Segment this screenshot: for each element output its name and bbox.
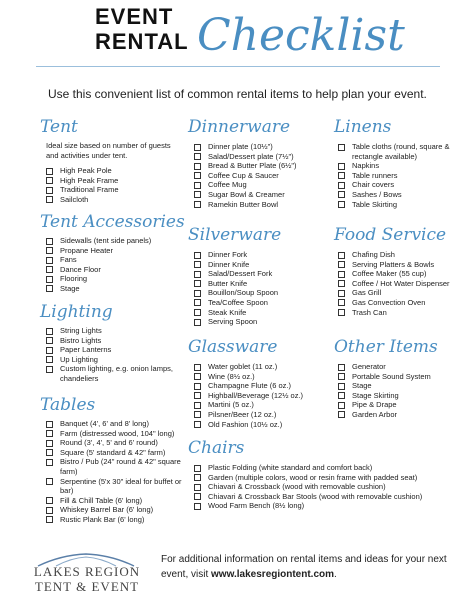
checklist-item[interactable]: Butter Knife <box>194 279 324 289</box>
checklist-item[interactable]: Farm (distressed wood, 104" long) <box>46 429 186 439</box>
checklist-item[interactable]: Champagne Flute (6 oz.) <box>194 381 324 391</box>
checklist-item[interactable]: High Peak Pole <box>46 166 176 176</box>
checklist-item[interactable]: Steak Knife <box>194 308 324 318</box>
checklist-item[interactable]: Ramekin Butter Bowl <box>194 200 324 210</box>
checklist-item[interactable]: Coffee / Hot Water Dispenser <box>338 279 462 289</box>
checklist-item[interactable]: Water goblet (11 oz.) <box>194 362 324 372</box>
checklist-item[interactable]: Dinner plate (10½") <box>194 142 324 152</box>
section-title-lighting: Lighting <box>40 302 113 322</box>
checklist-item[interactable]: Traditional Frame <box>46 185 176 195</box>
checklist-item[interactable]: Flooring <box>46 274 176 284</box>
intro-text: Use this convenient list of common rental items to help plan your event. <box>48 87 427 101</box>
checklist-item[interactable]: Salad/Dessert Fork <box>194 269 324 279</box>
checklist-item[interactable]: Table runners <box>338 171 462 181</box>
checklist-item[interactable]: Serpentine (5'x 30" ideal for buffet or bar) <box>46 477 186 496</box>
checklist-item[interactable]: Generator <box>338 362 462 372</box>
checklist-item[interactable]: Sailcloth <box>46 195 176 205</box>
checklist-item[interactable]: Bistro / Pub (24" round & 42" square farm) <box>46 457 186 476</box>
checklist-item[interactable]: Bistro Lights <box>46 336 176 346</box>
checklist-item[interactable]: Stage <box>46 284 176 294</box>
checklist-item[interactable]: Paper Lanterns <box>46 345 176 355</box>
section-title-food-service: Food Service <box>334 225 447 245</box>
header-divider <box>36 66 440 67</box>
checklist-item[interactable]: Stage <box>338 381 462 391</box>
tent-list <box>46 166 176 204</box>
checklist-item[interactable]: Chafing Dish <box>338 250 462 260</box>
section-title-dinnerware: Dinnerware <box>188 117 291 137</box>
checklist-item[interactable]: Chiavari & Crossback (wood with removable cushion) <box>194 482 464 492</box>
checklist-item[interactable]: Round (3', 4', 5' and 6' round) <box>46 438 186 448</box>
checklist-item[interactable]: Table Skirting <box>338 200 462 210</box>
checklist-item[interactable]: Dance Floor <box>46 265 176 275</box>
section-title-tent-accessories: Tent Accessories <box>40 212 185 232</box>
checklist-item[interactable]: Pipe & Drape <box>338 400 462 410</box>
checklist-item[interactable]: Old Fashion (10½ oz.) <box>194 420 324 430</box>
checklist-item[interactable]: Portable Sound System <box>338 372 462 382</box>
checklist-item[interactable]: Plastic Folding (white standard and comfort back) <box>194 463 464 473</box>
section-title-chairs: Chairs <box>188 438 245 458</box>
checklist-item[interactable]: Serving Platters & Bowls <box>338 260 462 270</box>
checklist-item[interactable]: Garden (multiple colors, wood or resin frame with padded seat) <box>194 473 464 483</box>
glassware-list <box>194 362 324 429</box>
checklist-item[interactable]: Trash Can <box>338 308 462 318</box>
checklist-item[interactable]: Salad/Dessert plate (7½") <box>194 152 324 162</box>
checklist-item[interactable]: Propane Heater <box>46 246 176 256</box>
checklist-item[interactable]: Garden Arbor <box>338 410 462 420</box>
section-title-tables: Tables <box>40 395 96 415</box>
checklist-item[interactable]: Bread & Butter Plate (6½") <box>194 161 324 171</box>
checklist-item[interactable]: Martini (5 oz.) <box>194 400 324 410</box>
title-checklist: Checklist <box>197 10 405 61</box>
other-items-list <box>338 362 462 420</box>
checklist-item[interactable]: Square (5' standard & 42" farm) <box>46 448 186 458</box>
checklist-item[interactable]: Serving Spoon <box>194 317 324 327</box>
checklist-item[interactable]: Tea/Coffee Spoon <box>194 298 324 308</box>
chairs-list <box>194 463 464 511</box>
checklist-item[interactable]: Dinner Knife <box>194 260 324 270</box>
checklist-item[interactable]: String Lights <box>46 326 176 336</box>
checklist-item[interactable]: Pilsner/Beer (12 oz.) <box>194 410 324 420</box>
checklist-item[interactable]: Wood Farm Bench (8½ long) <box>194 501 464 511</box>
checklist-item[interactable]: Highball/Beverage (12½ oz.) <box>194 391 324 401</box>
checklist-item[interactable]: Wine (8½ oz.) <box>194 372 324 382</box>
checklist-item[interactable]: Whiskey Barrel Bar (6' long) <box>46 505 186 515</box>
checklist-item[interactable]: Sashes / Bows <box>338 190 462 200</box>
lighting-list <box>46 326 176 384</box>
checklist-item[interactable]: Bouillon/Soup Spoon <box>194 288 324 298</box>
website-link[interactable]: www.lakesregiontent.com <box>211 569 335 580</box>
dinnerware-list <box>194 142 324 209</box>
checklist-item[interactable]: Chair covers <box>338 180 462 190</box>
checklist-item[interactable]: Coffee Maker (55 cup) <box>338 269 462 279</box>
title-rental: RENTAL <box>95 29 189 54</box>
checklist-item[interactable]: Napkins <box>338 161 462 171</box>
logo-line2: TENT & EVENT <box>34 579 140 594</box>
title-event: EVENT <box>95 4 174 29</box>
section-title-silverware: Silverware <box>188 225 282 245</box>
checklist-item[interactable]: Stage Skirting <box>338 391 462 401</box>
section-title-glassware: Glassware <box>188 337 278 357</box>
linens-list <box>338 142 462 209</box>
checklist-item[interactable]: Custom lighting, e.g. onion lamps, chandeliers <box>46 364 176 383</box>
section-title-other-items: Other Items <box>334 337 438 357</box>
checklist-item[interactable]: Coffee Mug <box>194 180 324 190</box>
checklist-item[interactable]: Gas Convection Oven <box>338 298 462 308</box>
section-title-tent: Tent <box>40 117 78 137</box>
tables-list <box>46 419 186 525</box>
checklist-item[interactable]: Table cloths (round, square & rectangle available) <box>338 142 462 161</box>
checklist-item[interactable]: Sugar Bowl & Creamer <box>194 190 324 200</box>
logo-line1: LAKES REGION <box>33 564 141 579</box>
tent-note: Ideal size based on number of guests and activities under tent. <box>46 141 171 160</box>
footer-message: For additional information on rental items and ideas for your next event, visit <box>161 554 447 580</box>
checklist-item[interactable]: Coffee Cup & Saucer <box>194 171 324 181</box>
checklist-item[interactable]: Fans <box>46 255 176 265</box>
tent-accessories-list <box>46 236 176 294</box>
checklist-item[interactable]: Gas Grill <box>338 288 462 298</box>
silverware-list <box>194 250 324 327</box>
checklist-item[interactable]: High Peak Frame <box>46 176 176 186</box>
checklist-item[interactable]: Up Lighting <box>46 355 176 365</box>
section-title-linens: Linens <box>334 117 392 137</box>
food-service-list <box>338 250 462 317</box>
checklist-item[interactable]: Fill & Chill Table (6' long) <box>46 496 186 506</box>
company-logo <box>22 553 152 597</box>
footer-period: . <box>334 569 337 580</box>
checklist-item[interactable]: Rustic Plank Bar (6' long) <box>46 515 186 525</box>
checklist-item[interactable]: Chiavari & Crossback Bar Stools (wood with removable cushion) <box>194 492 464 502</box>
checklist-item[interactable]: Dinner Fork <box>194 250 324 260</box>
checklist-item[interactable]: Banquet (4', 6' and 8' long) <box>46 419 186 429</box>
footer-text <box>161 552 461 582</box>
checklist-item[interactable]: Sidewalls (tent side panels) <box>46 236 176 246</box>
